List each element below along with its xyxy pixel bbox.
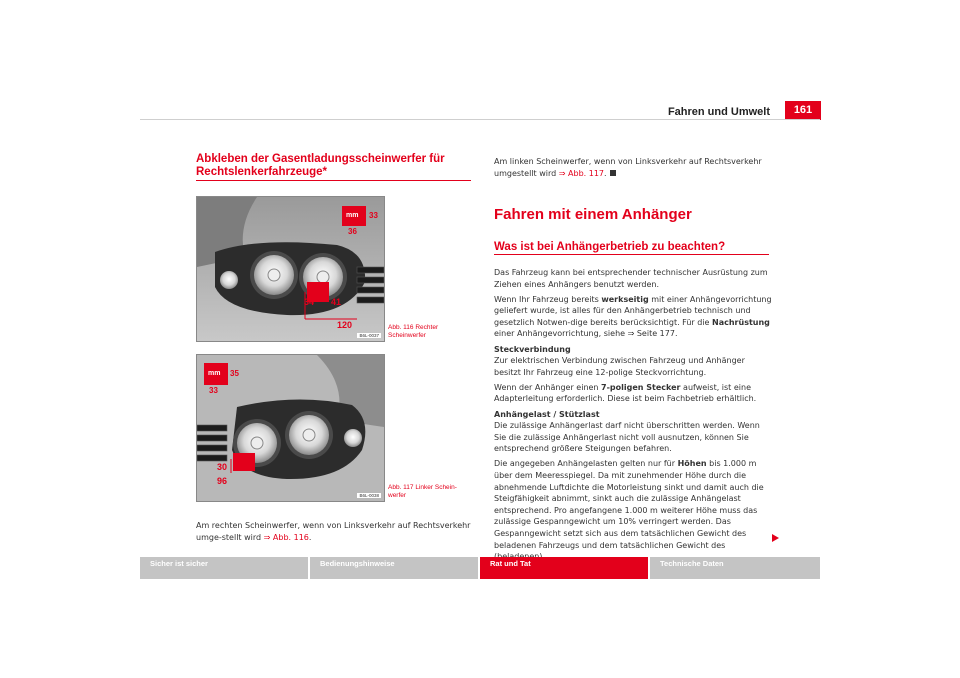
- paragraph: Zur elektrischen Verbindung zwischen Fahrzeug und Anhänger besitzt Ihr Fahrzeug eine 12-polige Steckvorrichtung.: [494, 356, 745, 377]
- figure-caption: Abb. 116 Rechter Scheinwerfer: [388, 324, 439, 339]
- left-paragraph: Am rechten Scheinwerfer, wenn von Linksverkehr auf Rechtsverkehr umge-stellt wird ⇒ Abb. 116.: [196, 521, 471, 542]
- end-of-section-icon: [610, 170, 616, 176]
- figure-reference-link[interactable]: ⇒ Abb. 117: [558, 168, 604, 178]
- page-number: 161: [785, 101, 821, 120]
- paragraph: Das Fahrzeug kann bei entsprechender technischer Ausrüstung zum Ziehen eines Anhängers benutzt werden.: [494, 268, 768, 289]
- page-header-title: Fahren und Umwelt: [667, 106, 770, 118]
- paragraph: Die angegeben Anhängelasten gelten nur für Höhen bis 1.000 m über dem Meeresspiegel. Da mit zunehmender Höhe durch die abnehmende Luftdichte die Motorleistung sinkt und damit auch die Steigfähigkeit abnimmt, sinkt auch die zulässige Anhängelast entsprechend. Pro angefangene 1.000 m weiterer Höhe muss das zulässige Gespanngewicht um 10% verringert werden. Das Gespanngewicht setzt sich aus dem tatsächlichen Gewicht des beladenen Fahrzeugs und dem tatsächlichen Gewicht des: [494, 459, 764, 550]
- dim-label: 33: [209, 386, 218, 395]
- subheading-steckverbindung: Steckverbindung: [494, 344, 571, 354]
- section-heading: Was ist bei Anhängerbetrieb zu beachten?: [494, 241, 726, 253]
- header-divider: [140, 119, 820, 120]
- figure-code: B6L-0038: [359, 493, 379, 498]
- continue-arrow-icon: [772, 534, 779, 542]
- figure-caption: Abb. 117 Linker Schein-werfer: [388, 484, 457, 499]
- mm-label: mm: [346, 212, 359, 219]
- footer-tab-technical-data[interactable]: Technische Daten: [650, 557, 820, 579]
- paragraph: Wenn Ihr Fahrzeug bereits werkseitig mit einer Anhängevorrichtung geliefert wurde, ist alles für den Anhängerbetrieb technisch und gesetzlich Notwen-dige bereits berücksichtigt. Für die Nachrüstung einer Anhängevorrichtung, siehe ⇒ Seite 177.: [494, 294, 772, 339]
- paragraph: Wenn der Anhänger einen 7-poligen Stecker aufweist, ist eine Adapterleitung erforderlich. Diese ist beim Fachbetrieb erhältlich.: [494, 382, 757, 404]
- dim-label: 30: [217, 462, 228, 472]
- dim-label: 33: [369, 211, 378, 220]
- dim-label: 34: [304, 297, 315, 307]
- mm-label: mm: [208, 370, 221, 377]
- paragraph: Die zulässige Anhängerlast darf nicht überschritten werden. Wenn Sie die zulässige Anhängerlast nicht voll ausnutzen, können Sie entsprechend größere Steigungen befahren.: [494, 421, 760, 454]
- figure-code: B6L-0037: [359, 333, 379, 338]
- footer-tab-advice-active[interactable]: Rat und Tat: [480, 557, 648, 579]
- dim-label: 96: [217, 476, 228, 486]
- dim-label: 35: [230, 369, 239, 378]
- figure-right-headlight: [196, 196, 385, 342]
- figure-reference-link[interactable]: ⇒ Abb. 116: [263, 532, 309, 542]
- dim-label: 41: [331, 297, 342, 307]
- chapter-heading: Fahren mit einem Anhänger: [494, 206, 692, 223]
- heading-rule: [196, 180, 471, 181]
- dim-label: 120: [337, 320, 353, 330]
- heading-rule: [494, 254, 769, 255]
- footer-tab-safety[interactable]: Sicher ist sicher: [140, 557, 308, 579]
- footer-tab-operation[interactable]: Bedienungshinweise: [310, 557, 478, 579]
- dim-label: 36: [348, 227, 357, 236]
- subheading-anhaengelast: Anhängelast / Stützlast: [494, 409, 600, 419]
- section-heading-headlight-tape: Abkleben der Gasentladungsscheinwerfer für Rechtslenkerfahrzeuge*: [196, 153, 445, 178]
- right-body-text: [494, 267, 774, 566]
- right-intro-paragraph: Am linken Scheinwerfer, wenn von Linksverkehr auf Rechtsverkehr umgestellt wird ⇒ Abb. 117.: [494, 157, 762, 178]
- figure-left-headlight: [196, 354, 385, 502]
